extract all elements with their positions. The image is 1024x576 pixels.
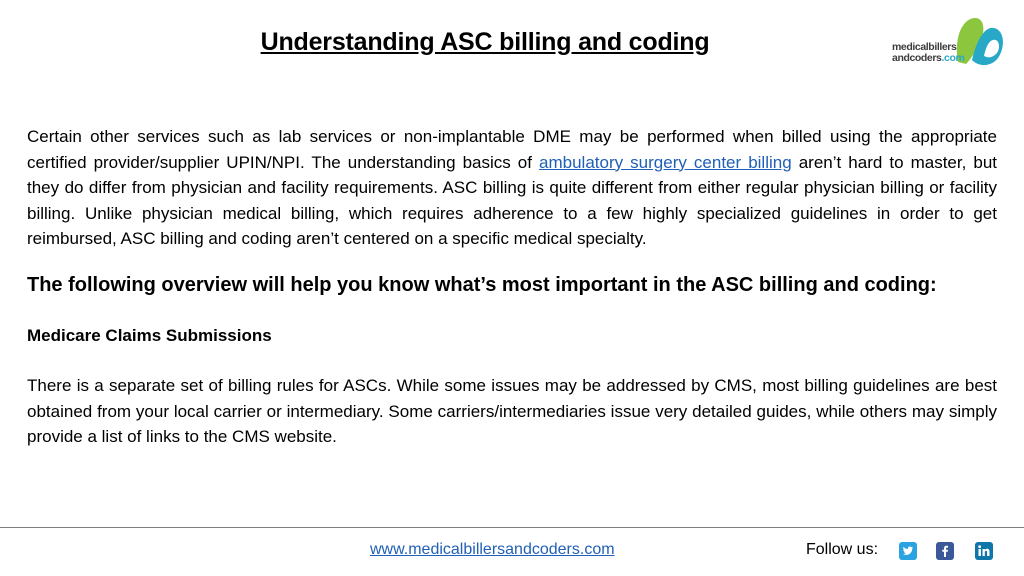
facebook-icon[interactable] bbox=[936, 542, 954, 560]
intro-paragraph: Certain other services such as lab services or non-implantable DME may be performed when billed using the appropriate certified provider/supplier UPIN/NPI. The understanding basics of ambulatory surgery center billing aren’t hard to master, but they do differ from physician and facility requirements. ASC billing is quite different from either regular physician billing or facility billing. Unlike physician medical billing, which requires adherence to a few highly specialized guidelines in order to get reimbursed, ASC billing and coding aren’t centered on a specific medical specialty. bbox=[27, 127, 998, 248]
company-logo bbox=[892, 12, 1014, 74]
linkedin-icon[interactable] bbox=[975, 542, 993, 560]
section-heading: The following overview will help you know what’s most important in the ASC billing and coding: bbox=[27, 273, 937, 296]
body-paragraph: There is a separate set of billing rules for ASCs. While some issues may be addressed by CMS, most billing guidelines are best obtained from your local carrier or intermediary. Some carriers/intermediaries issue very detailed guides, while others may simply provide a list of links to the CMS website. bbox=[27, 376, 997, 446]
website-link[interactable]: www.medicalbillersandcoders.com bbox=[370, 541, 615, 558]
subsection-heading: Medicare Claims Submissions bbox=[27, 325, 272, 345]
follow-label: Follow us: bbox=[806, 541, 879, 558]
footer-divider bbox=[0, 527, 1024, 528]
page-title: Understanding ASC billing and coding bbox=[260, 28, 710, 56]
twitter-icon[interactable] bbox=[899, 542, 917, 560]
logo-wordmark: medicalbillers andcoders.com bbox=[892, 41, 965, 64]
asc-billing-link[interactable]: ambulatory surgery center billing bbox=[539, 152, 792, 172]
main-content bbox=[27, 124, 997, 450]
